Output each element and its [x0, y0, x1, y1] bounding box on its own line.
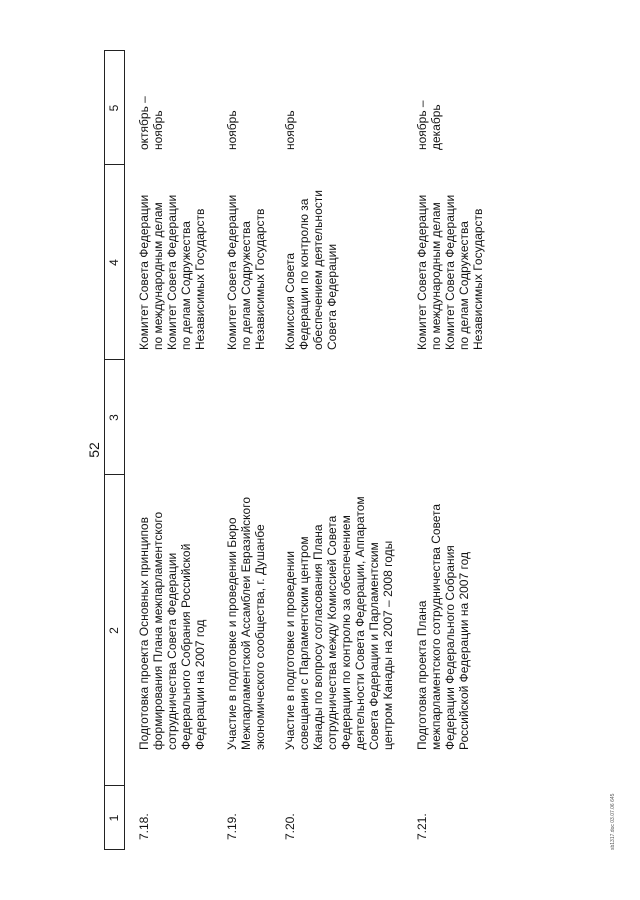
row-description: Участие в подготовке и проведении Бюро Межпарламентской Ассамблеи Евразийского экономического сообщества, г. Душанбе: [225, 496, 267, 750]
row-number: 7.18.: [137, 813, 151, 840]
row-number: 7.19.: [225, 813, 239, 840]
document-footer: sb1317.doc 03.07.06 645: [610, 793, 616, 850]
row-number: 7.20.: [283, 813, 297, 840]
row-term: ноябрь: [225, 110, 239, 150]
row-responsible: Комитет Совета Федерации по международным делам Комитет Совета Федерации по делам Содружества Независимых Государств: [137, 194, 207, 350]
row-term: октябрь – ноябрь: [137, 96, 165, 150]
row-responsible: Комитет Совета Федерации по делам Содружества Независимых Государств: [225, 194, 267, 350]
column-header-2: 2: [107, 627, 121, 634]
page-number: 52: [86, 442, 102, 458]
row-number: 7.21.: [415, 813, 429, 840]
rotated-document-page: [80, 50, 640, 850]
column-header-5: 5: [107, 104, 121, 112]
row-responsible: Комиссия Совета Федерации по контролю за обеспечением деятельности Совета Федерации: [283, 190, 339, 350]
header-bottom-border: [124, 50, 125, 850]
row-term: ноябрь – декабрь: [415, 100, 443, 150]
row-description: Подготовка проекта Основных принципов формирования Плана межпарламентского сотрудничества Совета Федерации Федерального Собрания Российской Федерации на 2007 год: [137, 511, 207, 750]
row-description: Подготовка проекта Плана межпарламентского сотрудничества Совета Федерации Федерального Собрания Российской Федерации на 2007 год: [415, 503, 471, 750]
column-header-1: 1: [107, 814, 121, 822]
column-header-3: 3: [107, 414, 121, 421]
row-responsible: Комитет Совета Федерации по международным делам Комитет Совета Федерации по делам Содружества Независимых Государств: [415, 194, 485, 350]
row-term: ноябрь: [283, 110, 297, 150]
column-header-4: 4: [107, 259, 121, 266]
row-description: Участие в подготовке и проведении совещания с Парламентским центром Канады по вопросу согласования Плана сотрудничества между Комиссией Совета Федерации по контролю за обеспечением деятельности Совета Федерации, Аппаратом Совета Федерации и Парламентским центром Канады на 2007 – 2008 годы: [283, 496, 395, 750]
